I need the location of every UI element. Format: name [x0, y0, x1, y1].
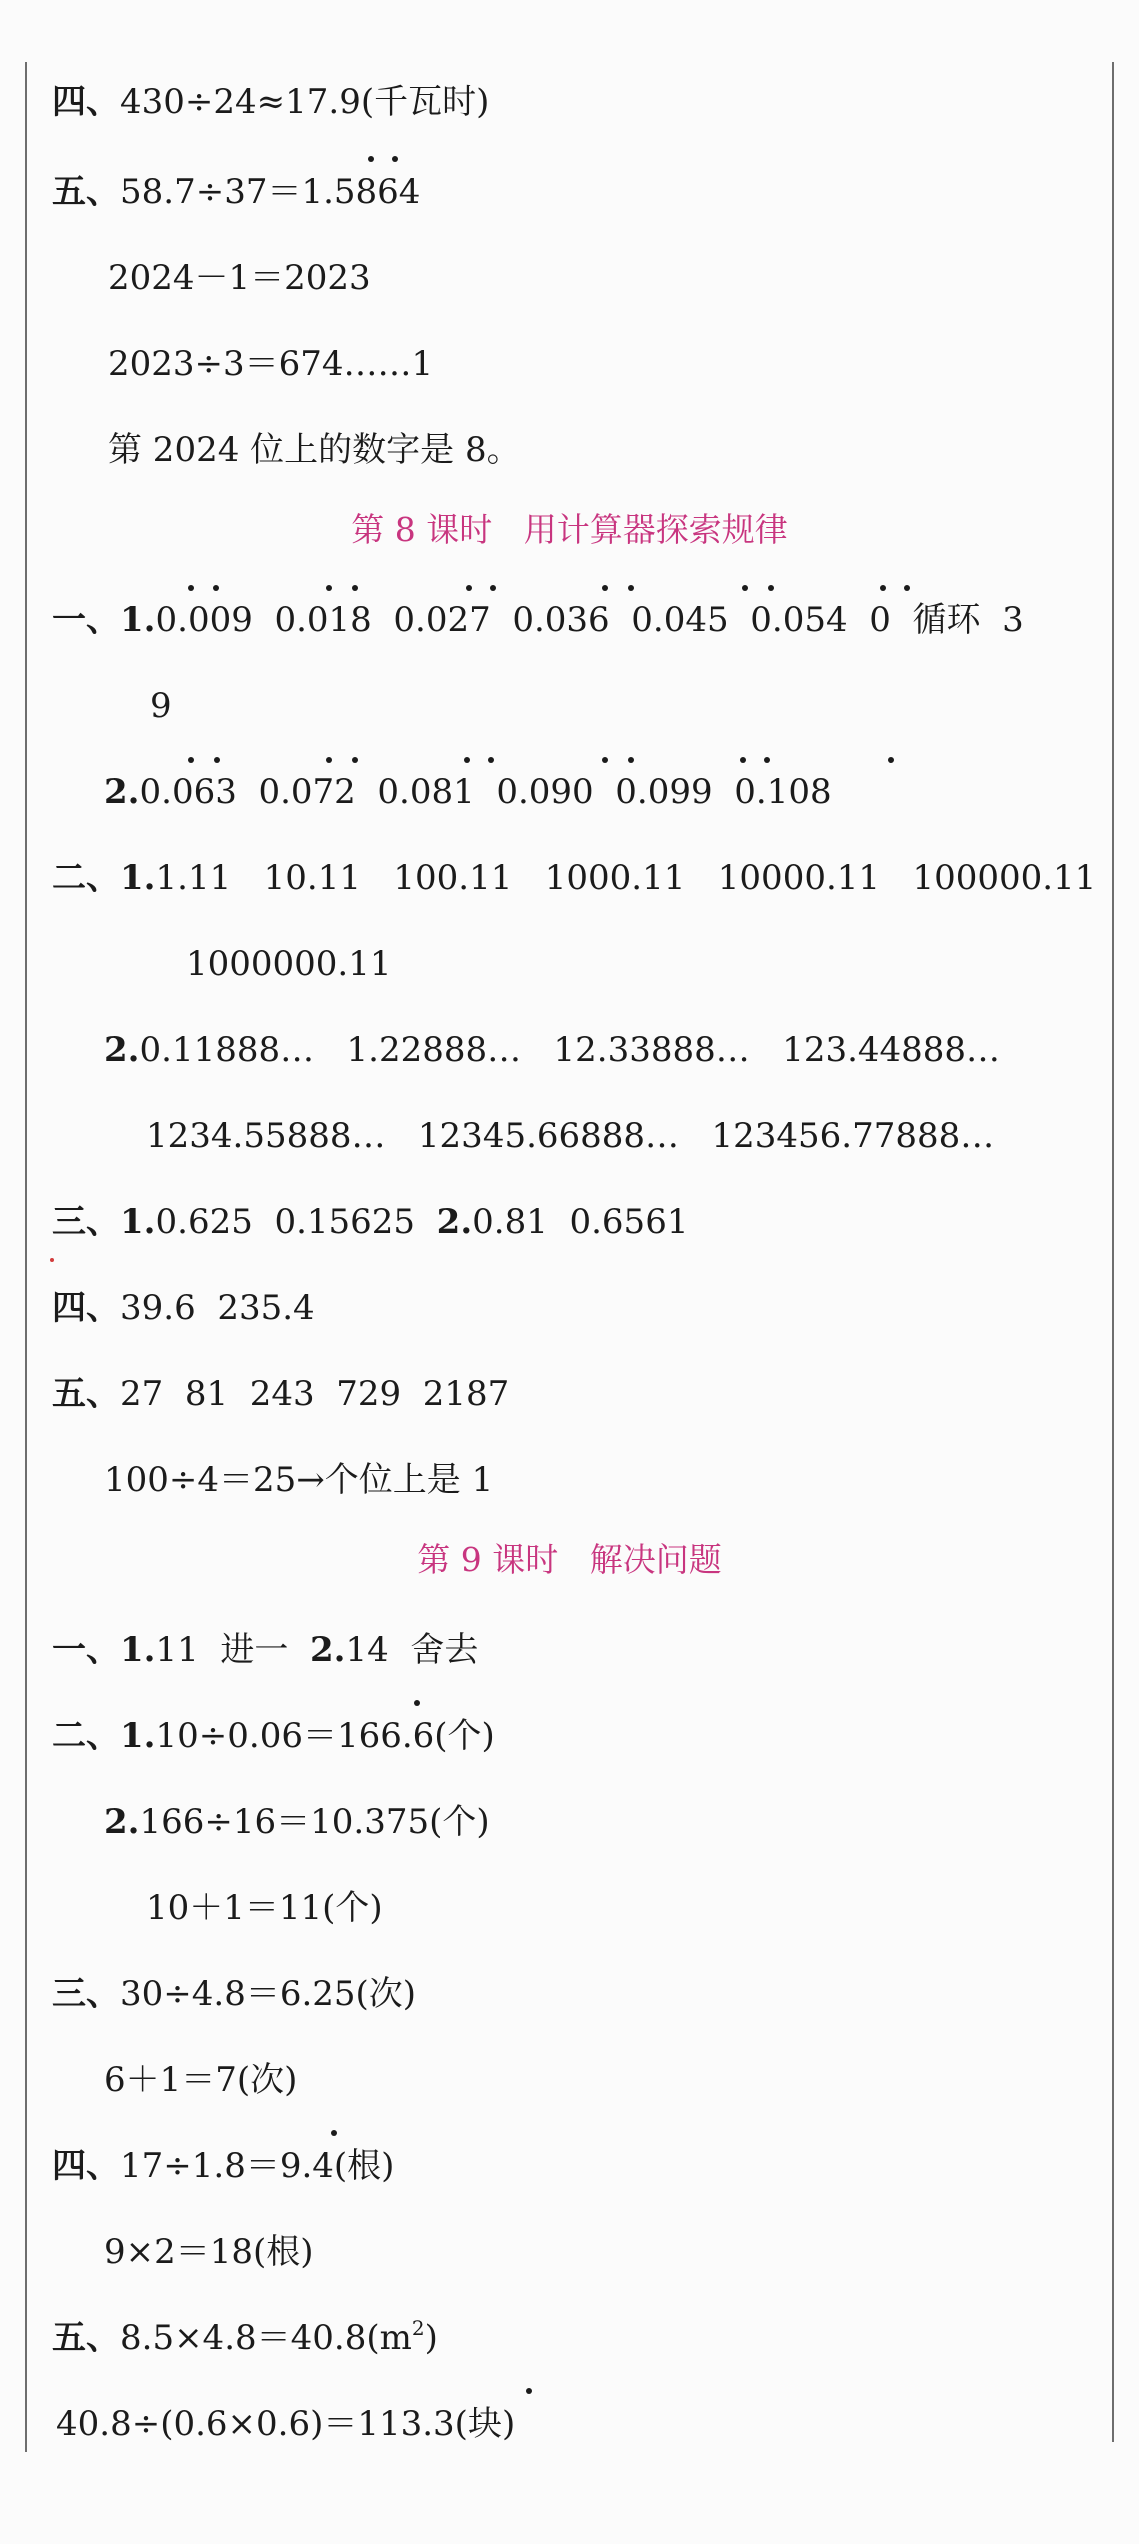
- repeating-decimal-dot: [464, 757, 470, 763]
- answer-text: 39.6 235.4: [120, 1288, 315, 1328]
- answer-line: [52, 82, 489, 122]
- answer-text: 14 舍去: [345, 1630, 479, 1670]
- answer-text: 27 81 243 729 2187: [120, 1374, 510, 1414]
- answer-line: [108, 430, 521, 470]
- repeating-decimal-dot: [213, 585, 219, 591]
- repeating-decimal-dot: [602, 757, 608, 763]
- answer-text: 10÷0.06＝166.6(个): [155, 1716, 495, 1756]
- right-margin-rule: [1112, 62, 1114, 2442]
- answer-line: [52, 2146, 394, 2186]
- answer-text: 6＋1＝7(次): [104, 2060, 298, 2100]
- answer-line: [56, 2404, 515, 2444]
- section-title: 第 9 课时 解决问题: [417, 1540, 722, 1579]
- answer-text: 17÷1.8＝9.4(根): [120, 2146, 395, 2186]
- answer-line: [52, 172, 420, 212]
- repeating-decimal-dot: [768, 585, 774, 591]
- answer-text: 10＋1＝11(个): [146, 1888, 383, 1928]
- answer-line: [52, 858, 1096, 898]
- answer-text: 430÷24≈17.9(千瓦时): [120, 82, 490, 122]
- answer-text: 58.7÷37＝1.5864: [120, 172, 421, 212]
- item-number: 四、: [52, 1288, 120, 1328]
- repeating-decimal-dot: [188, 585, 194, 591]
- item-number: 二、1.: [52, 858, 156, 898]
- repeating-decimal-dot: [188, 757, 194, 763]
- repeating-decimal-dot: [326, 585, 332, 591]
- answer-text: 166÷16＝10.375(个): [139, 1802, 490, 1842]
- repeating-decimal-dot: [214, 757, 220, 763]
- repeating-decimal-dot: [602, 585, 608, 591]
- answer-text: 100÷4＝25→个位上是 1: [104, 1460, 494, 1500]
- repeating-decimal-dot: [904, 585, 910, 591]
- answer-line: [108, 344, 433, 384]
- answer-text: 0.81 0.6561: [472, 1202, 689, 1242]
- answer-text: 0.009 0.018 0.027 0.036 0.045 0.054 0 循环 3: [155, 600, 1024, 640]
- answer-line: [52, 1974, 416, 2014]
- repeating-decimal-dot: [331, 2130, 337, 2136]
- left-margin-rule: [25, 62, 27, 2452]
- answer-text: 0.11888… 1.22888… 12.33888… 123.44888…: [139, 1030, 1001, 1070]
- answer-line: [150, 686, 172, 726]
- answer-text: 2024－1＝2023: [108, 258, 371, 298]
- item-number: 一、1.: [52, 600, 156, 640]
- answer-line: [104, 772, 832, 812]
- repeating-decimal-dot: [490, 585, 496, 591]
- item-number: 一、1.: [52, 1630, 156, 1670]
- answer-text: 1234.55888… 12345.66888… 123456.77888…: [146, 1116, 995, 1156]
- answer-line: [186, 944, 392, 984]
- answer-text: 0.625 0.15625: [155, 1202, 437, 1242]
- item-number: 2.: [104, 1802, 140, 1842]
- repeating-decimal-dot: [526, 2388, 532, 2394]
- item-number: 三、1.: [52, 1202, 156, 1242]
- answer-text: 8.5×4.8＝40.8(m: [120, 2318, 412, 2358]
- answer-line: [52, 1716, 495, 1756]
- item-number: 四、: [52, 82, 120, 122]
- item-number: 2.: [310, 1630, 346, 1670]
- answer-text: 2023÷3＝674……1: [108, 344, 434, 384]
- answer-line: [104, 1802, 490, 1842]
- answer-text: 0.063 0.072 0.081 0.090 0.099 0.108: [139, 772, 832, 812]
- answer-line: [52, 1374, 509, 1414]
- repeating-decimal-dot: [352, 585, 358, 591]
- section-title: 第 8 课时 用计算器探索规律: [351, 510, 788, 549]
- answer-line: [104, 2232, 314, 2272]
- item-number: 二、1.: [52, 1716, 156, 1756]
- repeating-decimal-dot: [488, 757, 494, 763]
- answer-text: 1.11 10.11 100.11 1000.11 10000.11 100000.11: [155, 858, 1097, 898]
- item-number: 2.: [104, 772, 140, 812]
- repeating-decimal-dot: [352, 757, 358, 763]
- answer-text: 40.8÷(0.6×0.6)＝113.3(块): [56, 2404, 516, 2444]
- item-number: 2.: [104, 1030, 140, 1070]
- repeating-decimal-dot: [414, 1700, 420, 1706]
- answer-text: 第 2024 位上的数字是 8。: [108, 430, 521, 470]
- answer-line: [104, 1030, 1000, 1070]
- repeating-decimal-dot: [628, 585, 634, 591]
- repeating-decimal-dot: [392, 156, 398, 162]
- repeating-decimal-dot: [466, 585, 472, 591]
- repeating-decimal-dot: [888, 757, 894, 763]
- item-number: 2.: [436, 1202, 473, 1242]
- answer-line: [52, 1630, 478, 1670]
- repeating-decimal-dot: [368, 156, 374, 162]
- answer-text: 30÷4.8＝6.25(次): [120, 1974, 417, 2014]
- answer-text: 9: [150, 686, 172, 726]
- item-number: 五、: [52, 172, 120, 212]
- item-number: 四、: [52, 2146, 120, 2186]
- answer-text: 1000000.11: [186, 944, 392, 984]
- repeating-decimal-dot: [764, 757, 770, 763]
- item-number: 五、: [52, 2318, 120, 2358]
- repeating-decimal-dot: [880, 585, 886, 591]
- answer-text: ): [424, 2318, 438, 2358]
- repeating-decimal-dot: [628, 757, 634, 763]
- answer-line: [52, 600, 1024, 640]
- answer-text: 9×2＝18(根): [104, 2232, 314, 2272]
- answer-line: [52, 1202, 688, 1242]
- answer-line: [52, 1288, 315, 1328]
- item-number: 五、: [52, 1374, 120, 1414]
- red-ink-mark: [50, 1258, 54, 1262]
- superscript: 2: [411, 2316, 425, 2340]
- repeating-decimal-dot: [740, 757, 746, 763]
- answer-line: [108, 258, 371, 298]
- repeating-decimal-dot: [742, 585, 748, 591]
- answer-line: [52, 2318, 438, 2358]
- item-number: 三、: [52, 1974, 120, 2014]
- answer-line: [146, 1116, 994, 1156]
- answer-line: [104, 1460, 493, 1500]
- answer-line: [104, 2060, 297, 2100]
- answer-line: [146, 1888, 383, 1928]
- repeating-decimal-dot: [326, 757, 332, 763]
- answer-text: 11 进一: [155, 1630, 310, 1670]
